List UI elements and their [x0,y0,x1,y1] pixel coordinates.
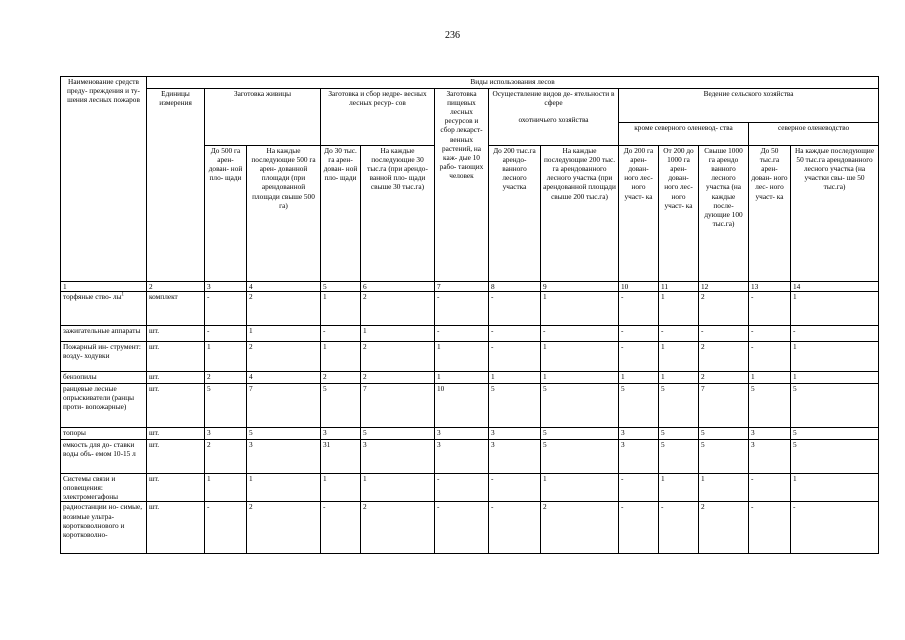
column-number-row [61,282,879,292]
row-value: 1 [541,342,619,372]
row-value: 7 [247,384,321,428]
row-value: 5 [659,384,699,428]
row-value: - [489,326,541,342]
header-hunting-line2: охотничьего хозяйства [518,115,589,125]
row-value: 5 [489,384,541,428]
header-except-reindeer: кроме северного оленевод- ства [619,123,749,146]
row-value: 1 [791,292,879,326]
row-value: 7 [361,384,435,428]
row-value: 1 [791,342,879,372]
row-value: - [435,502,489,554]
column-number: 8 [489,282,541,292]
row-name-text: ранцевые лесные опрыскиватели (ранцы проти- вопожарные) [63,384,135,412]
row-value: 5 [321,384,361,428]
table-row [61,474,879,502]
table-row [61,326,879,342]
row-value: 5 [541,428,619,440]
row-value: 5 [659,440,699,474]
table-row [61,342,879,372]
row-value: 4 [247,372,321,384]
row-value: 2 [699,342,749,372]
header-name: Наименование средств преду- преждения и ту- шения лесных пожаров [61,77,147,282]
row-name [61,384,147,428]
row-value: - [749,326,791,342]
row-value: 2 [247,502,321,554]
row-value: 5 [791,440,879,474]
row-name-text: зажигательные аппараты [63,326,141,336]
column-number: 4 [247,282,321,292]
row-value: 5 [541,440,619,474]
table-row [61,372,879,384]
row-name-text: радиостанции но- симые, возимые ультра- коротковолнового и коротковолно- [63,502,143,539]
row-value: 2 [361,342,435,372]
subheader-11: От 200 до 1000 га арен- дован- ного лес- ного участ- ка [659,146,699,282]
row-value: 2 [541,502,619,554]
row-value: - [749,292,791,326]
row-value: - [435,474,489,502]
column-number: 5 [321,282,361,292]
row-value: 1 [321,292,361,326]
subheader-5: До 30 тыс. га арен- дован- ной пло- щади [321,146,361,282]
header-agriculture: Ведение сельского хозяйства [619,89,879,123]
row-value: 5 [619,384,659,428]
row-value: 5 [749,384,791,428]
subheader-4: На каждые последующие 500 га арен- дованной площади (при арендованной площади свыше 500 га) [247,146,321,282]
row-value: 2 [361,372,435,384]
subheader-3: До 500 га арен- дован- ной пло- щади [205,146,247,282]
column-number: 3 [205,282,247,292]
row-value: - [791,502,879,554]
row-value: 3 [321,428,361,440]
row-value: - [749,474,791,502]
row-name [61,428,147,440]
row-value: 1 [541,292,619,326]
column-number: 2 [147,282,205,292]
header-food: Заготовка пищевых лесных ресурсов и сбор лекарст- венных растений, на каж- дые 10 рабо- тающих человек [435,89,489,282]
row-value: 3 [435,428,489,440]
row-value: 2 [699,292,749,326]
row-unit: шт. [147,326,205,342]
table-row [61,440,879,474]
row-value: - [205,292,247,326]
column-number: 7 [435,282,489,292]
row-value: 3 [489,440,541,474]
row-name-text: топоры [63,428,86,438]
column-number: 13 [749,282,791,292]
row-value: 2 [699,372,749,384]
row-value: 3 [489,428,541,440]
row-value: - [791,326,879,342]
subheader-13: До 50 тыс.га арен- дован- ного лес- ного участ- ка [749,146,791,282]
row-value: - [619,474,659,502]
table-row [61,384,879,428]
row-value: - [619,326,659,342]
row-value: 1 [205,342,247,372]
row-value: 5 [791,428,879,440]
row-value: - [205,326,247,342]
header-reindeer: северное оленеводство [749,123,879,146]
row-value: 7 [699,384,749,428]
row-value: 1 [749,372,791,384]
row-name-text: бензопилы [63,372,97,382]
column-number: 6 [361,282,435,292]
footnote-marker: 1 [121,292,125,298]
row-value: 31 [321,440,361,474]
row-value: 1 [659,372,699,384]
subheader-10: До 200 га арен- дован- ного лес- ного участ- ка [619,146,659,282]
row-value: 1 [791,474,879,502]
row-value: 2 [321,372,361,384]
row-value: 3 [619,440,659,474]
row-value: - [489,292,541,326]
row-value: 5 [247,428,321,440]
row-name-text: Системы связи и оповещения: электромегафоны [63,474,119,502]
row-value: - [619,502,659,554]
row-value: - [435,326,489,342]
row-value: 1 [541,474,619,502]
row-value: 5 [205,384,247,428]
row-value: - [659,326,699,342]
fire-equipment-table [60,76,879,554]
row-value: 1 [791,372,879,384]
row-value: 1 [247,326,321,342]
row-value: 1 [659,342,699,372]
row-value: 1 [361,474,435,502]
row-value: 1 [541,372,619,384]
row-value: 3 [619,428,659,440]
row-value: 3 [205,428,247,440]
row-value: 2 [361,292,435,326]
row-value: - [489,502,541,554]
row-value: - [489,342,541,372]
header-units: Единицы измерения [147,89,205,282]
row-value: - [699,326,749,342]
row-value: 1 [321,342,361,372]
row-value: 2 [247,292,321,326]
column-number: 12 [699,282,749,292]
row-name [61,372,147,384]
row-value: - [749,342,791,372]
row-name-text: Пожарный ин- струмент: возду- ходувки [63,342,141,361]
row-value: 2 [205,440,247,474]
table-row [61,502,879,554]
header-hunting [489,89,619,146]
row-value: - [749,502,791,554]
row-value: - [541,326,619,342]
column-number: 1 [61,282,147,292]
row-value: - [321,502,361,554]
row-value: - [619,292,659,326]
row-value: 10 [435,384,489,428]
row-unit: шт. [147,428,205,440]
subheader-6: На каждые последующие 30 тыс.га (при арендо- ванной пло- щади свыше 30 тыс.га) [361,146,435,282]
subheader-9: На каждые последующие 200 тыс. га арендованного лесного участка (при арендованной площади свыше 200 тыс.га) [541,146,619,282]
row-value: - [205,502,247,554]
row-name-text: емкость для до- ставки воды объ- емом 10-15 л [63,440,136,459]
subheader-14: На каждые последующие 50 тыс.га арендованного лесного участка (на участки свы- ше 50 тыс.га) [791,146,879,282]
row-unit: шт. [147,342,205,372]
row-value: 3 [361,440,435,474]
row-name [61,292,147,326]
row-value: 3 [749,440,791,474]
row-value: 1 [361,326,435,342]
row-value: 3 [247,440,321,474]
row-value: 1 [247,474,321,502]
row-value: 5 [699,428,749,440]
row-value: - [321,326,361,342]
row-value: 5 [699,440,749,474]
row-value: 1 [435,342,489,372]
row-name [61,474,147,502]
row-value: 1 [659,474,699,502]
table-body [61,292,879,554]
row-unit: шт. [147,502,205,554]
row-value: 1 [435,372,489,384]
row-unit: шт. [147,372,205,384]
row-value: 1 [659,292,699,326]
row-unit: шт. [147,474,205,502]
row-name [61,440,147,474]
header-harvest-wood: Заготовка живицы [205,89,321,146]
row-value: 3 [749,428,791,440]
row-value: - [619,342,659,372]
table-row [61,292,879,326]
row-unit: комплект [147,292,205,326]
row-value: 2 [205,372,247,384]
subheader-12: Свыше 1000 га арендо ванного лесного участка (на каждые после- дующие 100 тыс.га) [699,146,749,282]
row-value: 1 [619,372,659,384]
row-unit: шт. [147,384,205,428]
row-value: 2 [699,502,749,554]
row-value: 5 [791,384,879,428]
row-value: - [659,502,699,554]
row-value: 2 [247,342,321,372]
page-number: 236 [445,30,460,41]
header-types-of-use: Виды использования лесов [147,77,879,89]
row-unit: шт. [147,440,205,474]
subheader-8: До 200 тыс.га арендо- ванного лесного участка [489,146,541,282]
row-value: 5 [659,428,699,440]
header-hunting-line1: Осуществление видов де- ятельности в сфере [492,89,615,108]
column-number: 11 [659,282,699,292]
row-value: 5 [361,428,435,440]
column-number: 9 [541,282,619,292]
row-value: 1 [205,474,247,502]
row-value: - [435,292,489,326]
row-value: 3 [435,440,489,474]
row-name-text: торфяные ство- лы [63,292,122,302]
row-value: - [489,474,541,502]
row-name [61,326,147,342]
row-value: 1 [321,474,361,502]
row-value: 5 [541,384,619,428]
row-name [61,502,147,554]
column-number: 14 [791,282,879,292]
row-value: 1 [489,372,541,384]
column-number: 10 [619,282,659,292]
header-nonwood: Заготовка и сбор недре- весных лесных ресур- сов [321,89,435,146]
table-row [61,428,879,440]
row-name [61,342,147,372]
row-value: 1 [699,474,749,502]
row-value: 2 [361,502,435,554]
